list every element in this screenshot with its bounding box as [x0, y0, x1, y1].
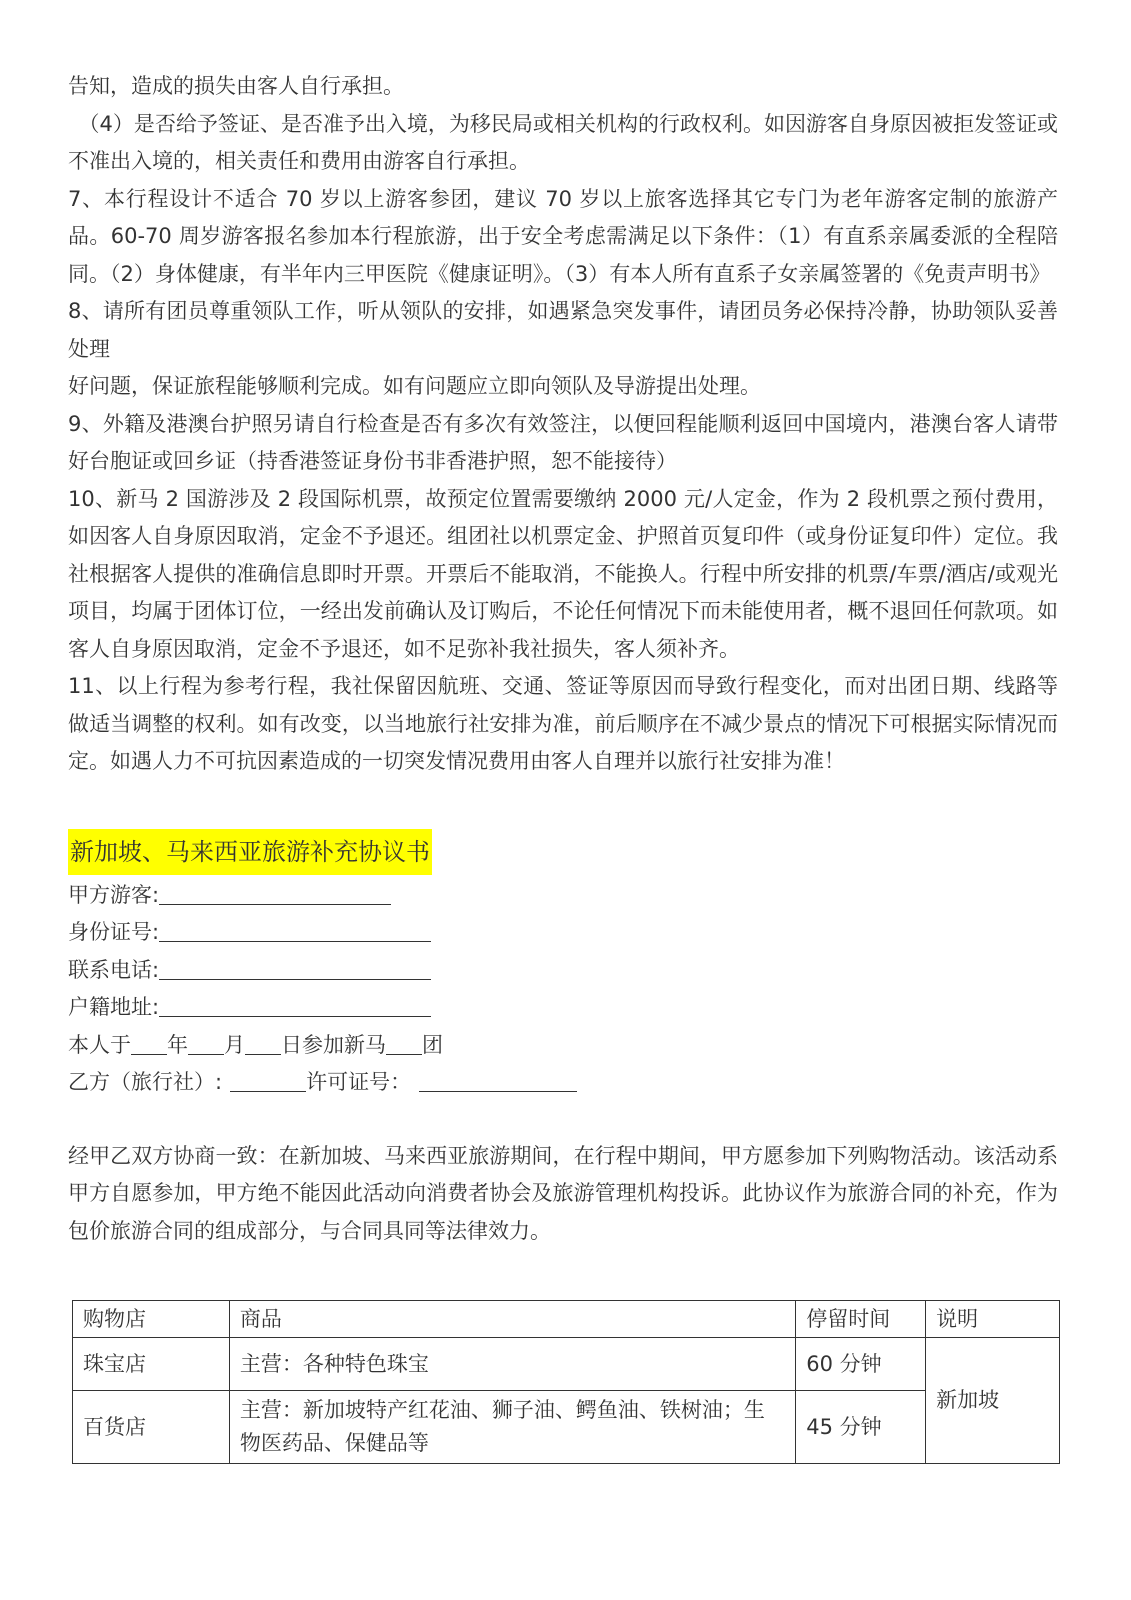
store-cell: 珠宝店 — [73, 1338, 230, 1391]
header-goods: 商品 — [229, 1301, 795, 1338]
phone-line — [68, 952, 1058, 990]
shopping-table — [72, 1300, 1060, 1464]
table-header-row — [73, 1301, 1060, 1338]
party-a-line — [68, 877, 1058, 915]
table-row — [73, 1338, 1060, 1391]
goods-cell: 主营：各种特色珠宝 — [229, 1338, 795, 1391]
party-a-blank[interactable] — [159, 880, 391, 905]
address-line — [68, 989, 1058, 1027]
paragraph-item-11: 11、以上行程为参考行程，我社保留因航班、交通、签证等原因而导致行程变化，而对出团日期、线路等做适当调整的权利。如有改变，以当地旅行社安排为准，前后顺序在不减少景点的情况下可根据实际情况而定。如遇人力不可抗因素造成的一切突发情况费用由客人自理并以旅行社安排为准！ — [68, 674, 1058, 773]
year-label: 年 — [167, 1032, 188, 1057]
month-blank[interactable] — [188, 1030, 224, 1055]
time-cell: 45 分钟 — [796, 1391, 926, 1464]
date-prefix: 本人于 — [68, 1032, 131, 1057]
party-b-blank[interactable] — [230, 1067, 306, 1092]
header-store: 购物店 — [73, 1301, 230, 1338]
time-cell: 60 分钟 — [796, 1338, 926, 1391]
year-blank[interactable] — [131, 1030, 167, 1055]
header-note: 说明 — [926, 1301, 1060, 1338]
group-label: 团 — [422, 1032, 443, 1057]
phone-label: 联系电话: — [68, 957, 160, 982]
store-cell: 百货店 — [73, 1391, 230, 1464]
agreement-title-wrap — [68, 827, 1058, 877]
header-time: 停留时间 — [796, 1301, 926, 1338]
day-blank[interactable] — [245, 1030, 281, 1055]
address-label: 户籍地址: — [68, 995, 160, 1019]
id-label: 身份证号: — [68, 920, 160, 944]
paragraph-item-10: 10、新马 2 国游涉及 2 段国际机票，故预定位置需要缴纳 2000 元/人定金，作为 2 段机票之预付费用，如因客人自身原因取消，定金不予退还。组团社以机票定金、护照首页复印件（或身份证复印件）定位。我社根据客人提供的准确信息即时开票。开票后不能取消，不能换人。行程中所安排的机票/车票/酒店/或观光项目，均属于团体订位，一经出发前确认及订购后，不论任何情况下而未能使用者，概不退回任何款项。如客人自身原因取消，定金不予退还，如不足弥补我社损失，客人须补齐。 — [68, 486, 1058, 661]
goods-cell: 主营：新加坡特产红花油、狮子油、鳄鱼油、铁树油；生物医药品、保健品等 — [229, 1391, 795, 1464]
paragraph-item-9: 9、外籍及港澳台护照另请自行检查是否有多次有效签注，以便回程能顺利返回中国境内，港澳台客人请带好台胞证或回乡证（持香港签证身份书非香港护照，恕不能接待） — [68, 411, 1058, 473]
license-blank[interactable] — [419, 1067, 577, 1092]
date-line — [68, 1027, 1058, 1065]
id-line — [68, 914, 1058, 952]
paragraph-notice-end: 告知，造成的损失由客人自行承担。 — [68, 74, 404, 98]
note-cell: 新加坡 — [926, 1338, 1060, 1464]
id-blank[interactable] — [159, 917, 431, 942]
month-label: 月 — [224, 1032, 245, 1057]
paragraph-item-8: 8、请所有团员尊重领队工作，听从领队的安排，如遇紧急突发事件，请团员务必保持冷静，协助领队妥善处理 — [68, 299, 1058, 361]
day-join-label: 日参加新马 — [281, 1032, 386, 1057]
group-blank[interactable] — [386, 1030, 422, 1055]
party-b-line — [68, 1064, 1058, 1102]
phone-blank[interactable] — [159, 955, 431, 980]
party-a-label: 甲方游客: — [68, 882, 160, 907]
paragraph-item-8-cont: 好问题，保证旅程能够顺利完成。如有问题应立即向领队及导游提出处理。 — [68, 374, 761, 398]
paragraph-visa-item-4: （4）是否给予签证、是否准予出入境，为移民局或相关机构的行政权利。如因游客自身原因被拒发签证或不准出入境的，相关责任和费用由游客自行承担。 — [68, 111, 1058, 173]
paragraph-item-7: 7、本行程设计不适合 70 岁以上游客参团，建议 70 岁以上旅客选择其它专门为老年游客定制的旅游产品。60-70 周岁游客报名参加本行程旅游，出于安全考虑需满足以下条件：（1）有直系亲属委派的全程陪同。（2）身体健康，有半年内三甲医院《健康证明》。（3）有本人所有直系子女亲属签署的《免责声明书》 — [68, 186, 1058, 286]
address-blank[interactable] — [159, 992, 431, 1017]
party-b-label: 乙方（旅行社）: — [68, 1070, 223, 1094]
table-row — [73, 1391, 1060, 1464]
license-label: 许可证号： — [306, 1070, 412, 1094]
document-page — [68, 68, 1058, 1464]
agreement-body: 经甲乙双方协商一致：在新加坡、马来西亚旅游期间，在行程中期间，甲方愿参加下列购物活动。该活动系甲方自愿参加，甲方绝不能因此活动向消费者协会及旅游管理机构投诉。此协议作为旅游合同的补充，作为包价旅游合同的组成部分，与合同具同等法律效力。 — [68, 1143, 1058, 1243]
agreement-title: 新加坡、马来西亚旅游补充协议书 — [68, 829, 432, 875]
